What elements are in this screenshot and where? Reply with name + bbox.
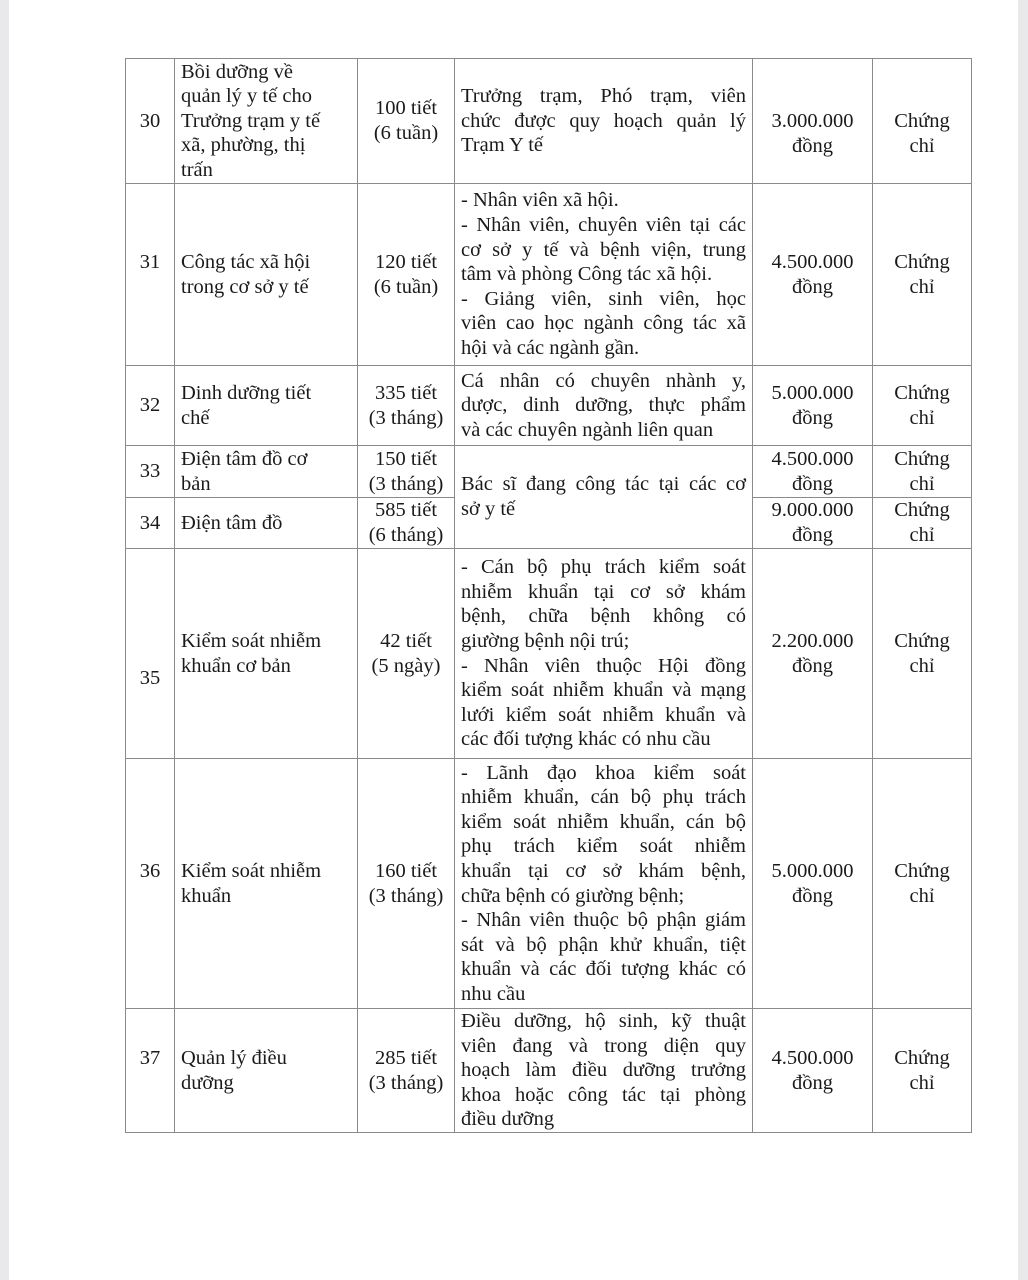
target-participants: Cá nhân có chuyên nhành y, dược, dinh dưỡng, thực phẩm và các chuyên ngành liên quan xyxy=(455,366,753,446)
course-name: Dinh dưỡng tiết chế xyxy=(175,366,358,446)
table-row xyxy=(126,549,972,759)
document-page xyxy=(9,0,1018,1280)
course-name: Điện tâm đồ cơ bản xyxy=(175,446,358,498)
target-participants-merged: Bác sĩ đang công tác tại các cơ sở y tế xyxy=(455,446,753,549)
course-fee: 3.000.000 đồng xyxy=(753,59,873,184)
course-name: Điện tâm đồ xyxy=(175,498,358,549)
course-duration: 42 tiết (5 ngày) xyxy=(358,549,455,759)
course-name: Kiểm soát nhiễm khuẩn xyxy=(175,759,358,1009)
certificate-type: Chứng chỉ xyxy=(873,549,972,759)
course-fee: 4.500.000 đồng xyxy=(753,184,873,366)
row-number: 30 xyxy=(126,59,175,184)
course-fee: 5.000.000 đồng xyxy=(753,759,873,1009)
course-name: Bồi dưỡng về quản lý y tế cho Trưởng trạm y tế xã, phường, thị trấn xyxy=(175,59,358,184)
certificate-type: Chứng chỉ xyxy=(873,184,972,366)
table-row xyxy=(126,366,972,446)
course-duration: 160 tiết (3 tháng) xyxy=(358,759,455,1009)
row-number: 32 xyxy=(126,366,175,446)
table-row xyxy=(126,759,972,1009)
target-participants: - Nhân viên xã hội. - Nhân viên, chuyên viên tại các cơ sở y tế và bệnh viện, trung tâm và phòng Công tác xã hội. - Giảng viên, sinh viên, học viên cao học ngành công tác xã hội và các ngành gần. xyxy=(455,184,753,366)
row-number: 35 xyxy=(126,549,175,759)
row-number: 31 xyxy=(126,184,175,366)
certificate-type: Chứng chỉ xyxy=(873,446,972,498)
course-duration: 335 tiết (3 tháng) xyxy=(358,366,455,446)
course-fee: 2.200.000 đồng xyxy=(753,549,873,759)
certificate-type: Chứng chỉ xyxy=(873,498,972,549)
certificate-type: Chứng chỉ xyxy=(873,59,972,184)
course-duration: 120 tiết (6 tuần) xyxy=(358,184,455,366)
row-number: 34 xyxy=(126,498,175,549)
table-row xyxy=(126,446,972,498)
course-name: Quản lý điều dưỡng xyxy=(175,1009,358,1133)
course-name: Công tác xã hội trong cơ sở y tế xyxy=(175,184,358,366)
course-table xyxy=(125,58,972,1133)
course-duration: 585 tiết (6 tháng) xyxy=(358,498,455,549)
course-duration: 150 tiết (3 tháng) xyxy=(358,446,455,498)
table-row xyxy=(126,59,972,184)
course-duration: 285 tiết (3 tháng) xyxy=(358,1009,455,1133)
course-fee: 4.500.000 đồng xyxy=(753,446,873,498)
course-fee: 9.000.000 đồng xyxy=(753,498,873,549)
table-row xyxy=(126,1009,972,1133)
row-number: 37 xyxy=(126,1009,175,1133)
certificate-type: Chứng chỉ xyxy=(873,759,972,1009)
course-fee: 5.000.000 đồng xyxy=(753,366,873,446)
target-participants: - Lãnh đạo khoa kiểm soát nhiễm khuẩn, cán bộ phụ trách kiểm soát nhiễm khuẩn, cán bộ phụ trách kiểm soát nhiễm khuẩn tại cơ sở khám bệnh, chữa bệnh có giường bệnh; - Nhân viên thuộc bộ phận giám sát và bộ phận khử khuẩn, tiệt khuẩn và các đối tượng khác có nhu cầu xyxy=(455,759,753,1009)
target-participants: Điều dưỡng, hộ sinh, kỹ thuật viên đang và trong diện quy hoạch làm điều dưỡng trưởng khoa hoặc công tác tại phòng điều dưỡng xyxy=(455,1009,753,1133)
row-number: 36 xyxy=(126,759,175,1009)
certificate-type: Chứng chỉ xyxy=(873,1009,972,1133)
course-name: Kiểm soát nhiễm khuẩn cơ bản xyxy=(175,549,358,759)
course-fee: 4.500.000 đồng xyxy=(753,1009,873,1133)
course-duration: 100 tiết (6 tuần) xyxy=(358,59,455,184)
target-participants: Trưởng trạm, Phó trạm, viên chức được quy hoạch quản lý Trạm Y tế xyxy=(455,59,753,184)
target-participants: - Cán bộ phụ trách kiểm soát nhiễm khuẩn tại cơ sở khám bệnh, chữa bệnh không có giường bệnh nội trú; - Nhân viên thuộc Hội đồng kiểm soát nhiễm khuẩn và mạng lưới kiểm soát nhiễm khuẩn và các đối tượng khác có nhu cầu xyxy=(455,549,753,759)
certificate-type: Chứng chỉ xyxy=(873,366,972,446)
row-number: 33 xyxy=(126,446,175,498)
table-row xyxy=(126,184,972,366)
